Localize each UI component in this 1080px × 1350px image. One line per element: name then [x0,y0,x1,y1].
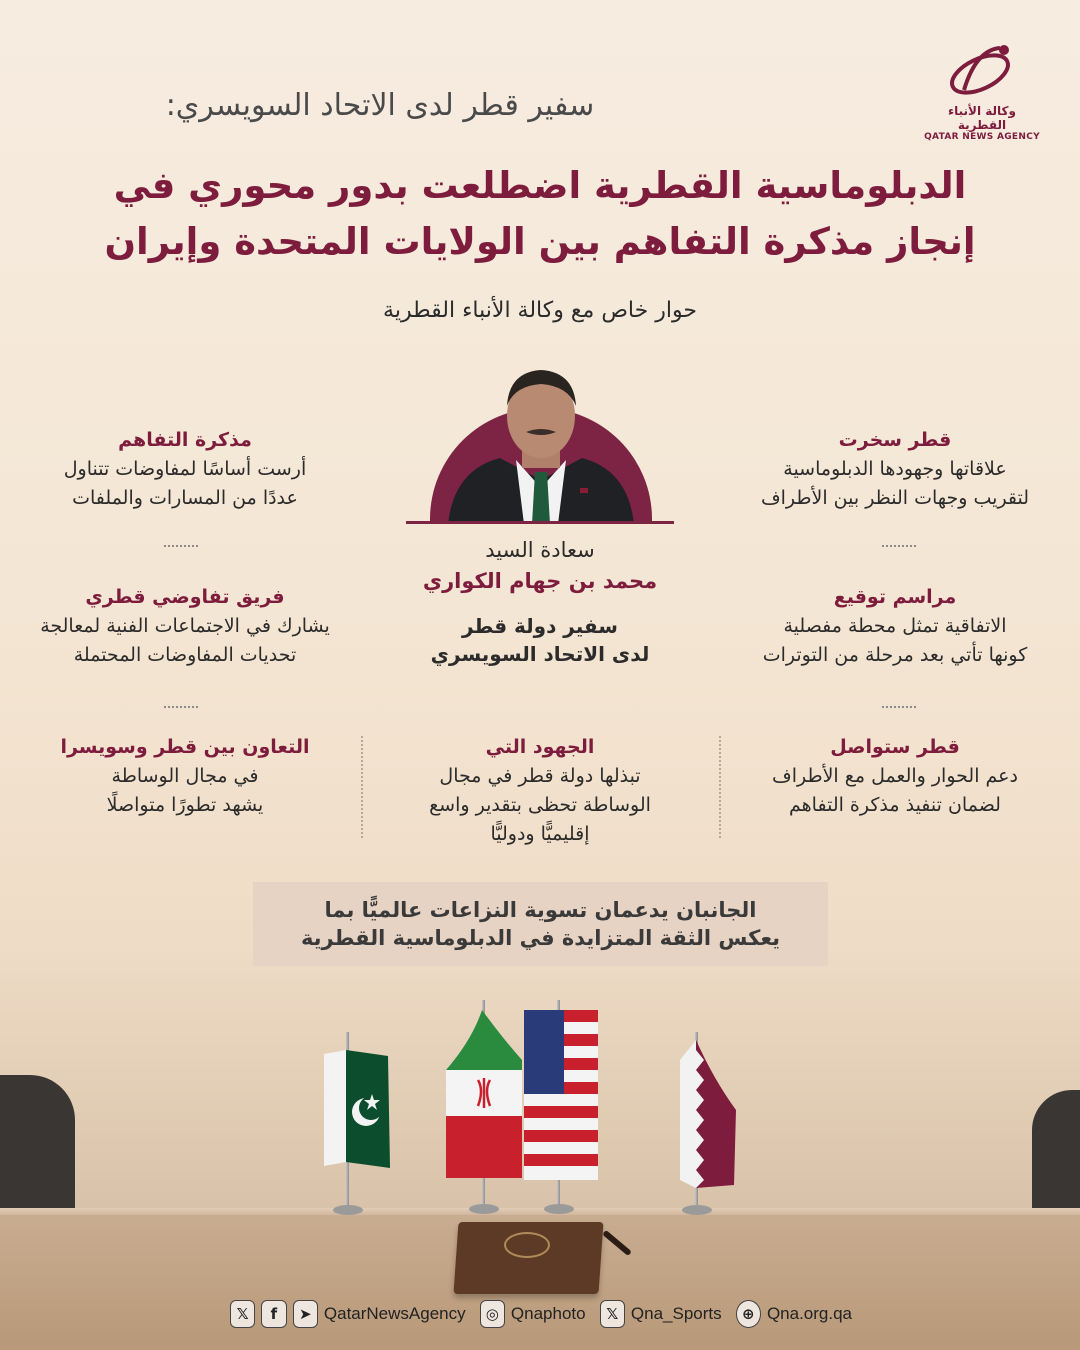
usa-flag [524,1010,600,1182]
dotted-divider [882,545,916,547]
social-handle[interactable]: Qnaphoto [510,1304,586,1323]
quote-text: لضمان تنفيذ مذكرة التفاهم [789,794,1001,816]
instagram-icon[interactable]: ◎ [480,1300,505,1328]
vertical-divider [361,736,363,838]
logo-english-text: QATAR NEWS AGENCY [924,132,1040,142]
logo-arabic-text: وكالة الأنباء القطرية [948,104,1016,132]
quote-text: في مجال الوساطة [111,765,259,787]
quote-text: الوساطة تحظى بتقدير واسع [429,794,651,816]
quote-text: كونها تأتي بعد مرحلة من التوترات [762,644,1028,666]
social-handle[interactable]: QatarNewsAgency [323,1304,466,1323]
quote-heading: مذكرة التفاهم [118,429,252,451]
social-footer [230,1296,860,1332]
ambassador-photo [408,360,674,524]
x-icon[interactable]: 𝕏 [600,1300,625,1328]
quote-right-1 [730,425,1060,513]
dotted-divider [164,545,198,547]
telegram-icon[interactable]: ➤ [293,1300,318,1328]
headline [90,158,990,270]
byline: حوار خاص مع وكالة الأنباء القطرية [383,298,697,323]
role-line-1: سفير دولة قطر [462,614,618,638]
quote-text: تبذلها دولة قطر في مجال [439,765,641,787]
quote-text: يشارك في الاجتماعات الفنية لمعالجة [40,615,330,637]
un-emblem-icon [504,1232,550,1258]
quote-text: يشهد تطورًا متواصلًا [106,794,264,816]
highlight-line-2: يعكس الثقة المتزايدة في الدبلوماسية القطرية [300,926,781,950]
quote-text: علاقاتها وجهودها الدبلوماسية [783,458,1007,480]
ambassador-name-block [380,535,700,597]
ambassador-portrait [408,360,674,524]
pakistan-flag [310,1050,390,1170]
ambassador-name: محمد بن جهام الكواري [422,569,658,593]
website-icon[interactable]: ⊕ [736,1300,761,1328]
dotted-divider [164,706,198,708]
quote-text: دعم الحوار والعمل مع الأطراف [772,765,1018,787]
ambassador-role-block [380,612,700,668]
quote-right-2 [730,582,1060,670]
quote-heading: فريق تفاوضي قطري [85,586,285,608]
facebook-icon[interactable]: f [261,1300,286,1328]
portrait-baseline [406,521,674,524]
dotted-divider [882,706,916,708]
quote-text: لتقريب وجهات النظر بين الأطراف [760,487,1030,509]
flag-base [469,1204,499,1214]
highlight-box [253,882,828,966]
quote-text: تحديات المفاوضات المحتملة [73,644,297,666]
quote-heading: مراسم توقيع [833,586,957,608]
quote-text: عددًا من المسارات والملفات [72,487,298,509]
quote-heading: قطر سخرت [838,429,952,451]
headline-line-2: إنجاز مذكرة التفاهم بين الولايات المتحدة وإيران [104,220,976,263]
role-line-2: لدى الاتحاد السويسري [430,642,650,666]
x-icon[interactable]: 𝕏 [230,1300,255,1328]
qatar-flag [676,1040,740,1190]
quote-heading: التعاون بين قطر وسويسرا [60,736,310,758]
quote-left-2 [15,582,355,670]
quote-text: إقليميًّا ودوليًّا [490,823,590,845]
quote-heading: الجهود التي [485,736,595,758]
iran-flag [442,1010,526,1180]
website-link[interactable]: Qna.org.qa [766,1304,852,1323]
quote-left-1 [20,425,350,513]
highlight-line-1: الجانبان يدعمان تسوية النزاعات عالميًّا بما [324,898,757,922]
quote-right-3 [730,732,1060,820]
honorific: سعادة السيد [485,538,595,562]
quote-text: الاتفاقية تمثل محطة مفصلية [783,615,1007,637]
vertical-divider [719,736,721,838]
quote-middle [380,732,700,849]
flag-base [682,1205,712,1215]
headline-line-1: الدبلوماسية القطرية اضطلعت بدور محوري في [113,164,967,207]
flag-base [333,1205,363,1215]
flag-base [544,1204,574,1214]
quote-text: أرست أساسًا لمفاوضات تتناول [63,458,307,480]
subtitle: سفير قطر لدى الاتحاد السويسري: [165,88,595,123]
social-handle[interactable]: Qna_Sports [630,1304,722,1323]
quote-heading: قطر ستواصل [830,736,960,758]
quote-left-3 [20,732,350,820]
